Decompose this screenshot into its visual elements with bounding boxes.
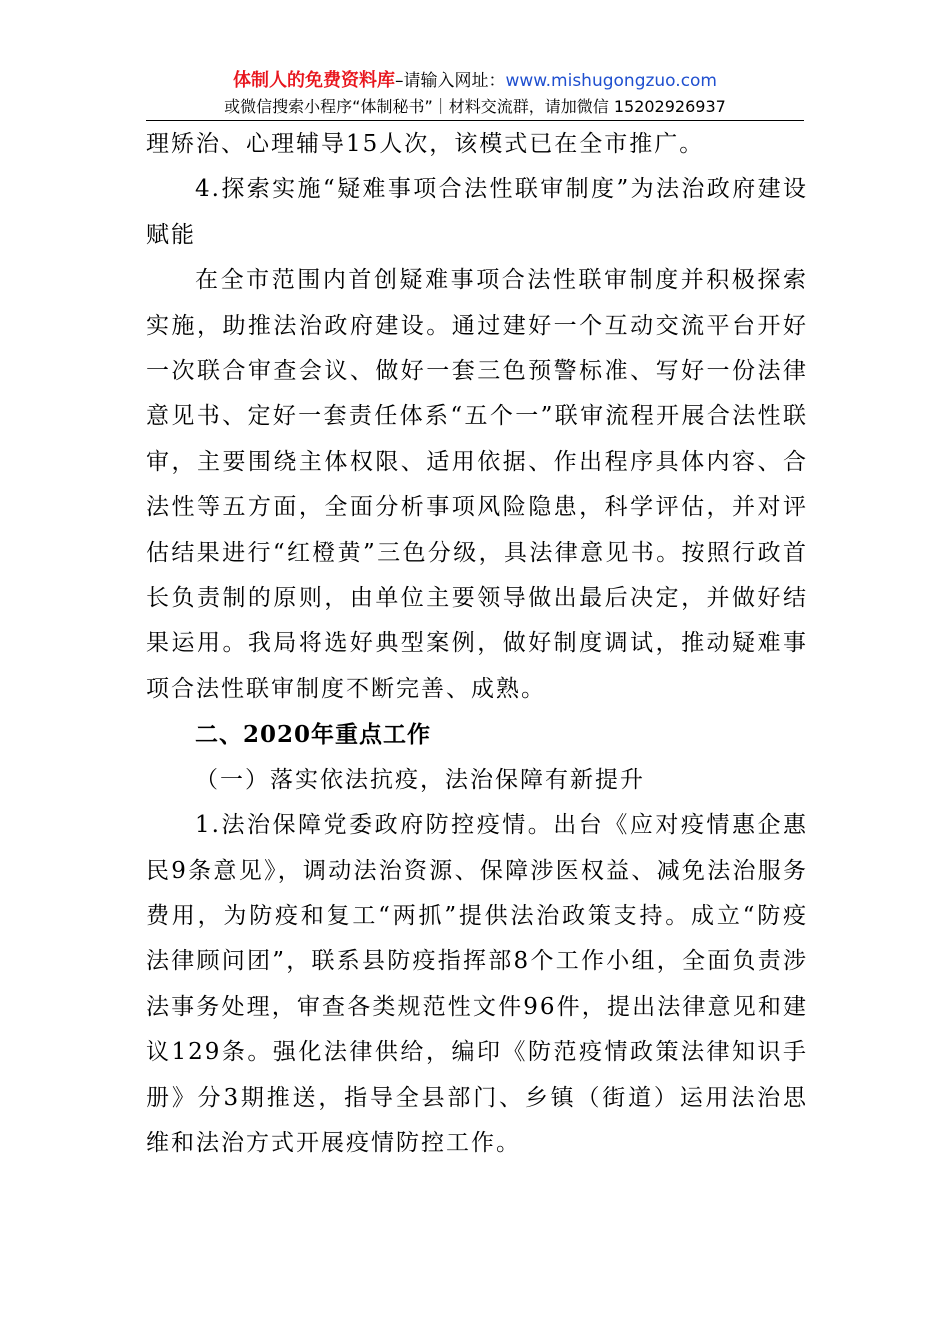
header-url-link[interactable]: www.mishugongzuo.com	[505, 71, 717, 91]
paragraph-item-1: 1.法治保障党委政府防控疫情。出台《应对疫情惠企惠民9条意见》，调动法治资源、保障涉医权益、减免法治服务费用，为防疫和复工“两抓”提供法治政策支持。成立“防疫法律顾问团”，联系县防疫指挥部8个工作小组，全面负责涉法事务处理，审查各类规范性文件96件，提出法律意见和建议129条。强化法律供给，编印《防范疫情政策法律知识手册》分3期推送，指导全县部门、乡镇（街道）运用法治思维和法治方式开展疫情防控工作。	[146, 812, 808, 1156]
header-site-name: 体制人的免费资料库	[232, 70, 395, 91]
header-line-1	[0, 68, 950, 94]
document-body	[146, 122, 808, 1166]
heading-subsection-1: （一）落实依法抗疫，法治保障有新提升	[195, 766, 645, 793]
paragraph-continuation: 理矫治、心理辅导15人次，该模式已在全市推广。	[146, 131, 705, 157]
page-header	[0, 68, 950, 120]
heading-item-4: 4.探索实施“疑难事项合法性联审制度”为法治政府建设赋能	[146, 176, 808, 248]
header-line-2: 或微信搜索小程序“体制秘书”｜材料交流群，请加微信 15202926937	[224, 97, 726, 116]
header-url-hint: –请输入网址：	[394, 71, 506, 91]
heading-section-2: 二、2020年重点工作	[195, 721, 432, 749]
header-divider	[146, 120, 804, 121]
paragraph-item-4-body: 在全市范围内首创疑难事项合法性联审制度并积极探索实施，助推法治政府建设。通过建好一个互动交流平台开好一次联合审查会议、做好一套三色预警标准、写好一份法律意见书、定好一套责任体系“五个一”联审流程开展合法性联审，主要围绕主体权限、适用依据、作出程序具体内容、合法性等五方面，全面分析事项风险隐患，科学评估，并对评估结果进行“红橙黄”三色分级，具法律意见书。按照行政首长负责制的原则，由单位主要领导做出最后决定，并做好结果运用。我局将选好典型案例，做好制度调试，推动疑难事项合法性联审制度不断完善、成熟。	[146, 267, 808, 702]
